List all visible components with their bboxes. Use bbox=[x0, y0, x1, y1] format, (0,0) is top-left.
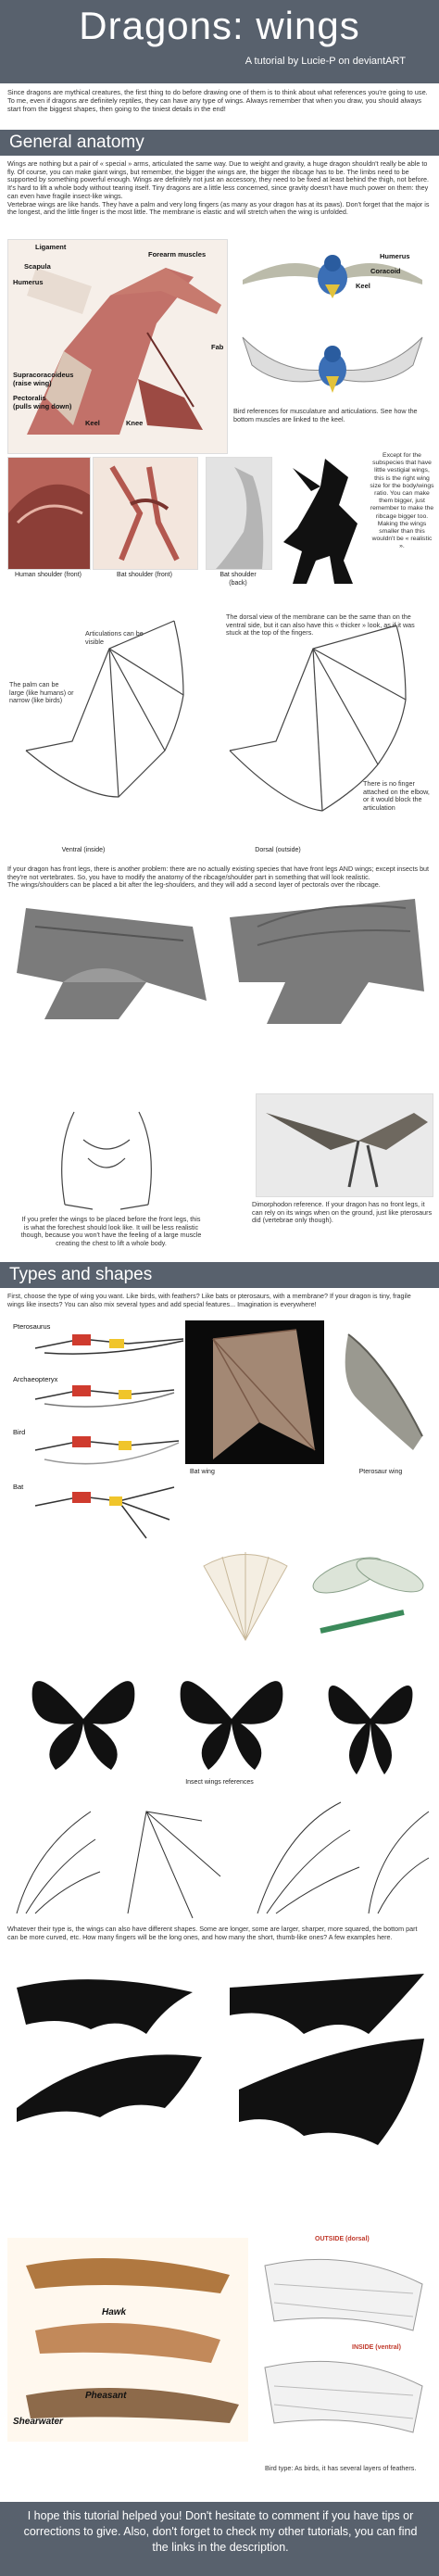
front-legs-text: If your dragon has front legs, there is another problem: there are no actually existing species that have front legs AND wings; except insects but they're not vertebrates. So, you have to modify the anatomy of the ribcage/shoulder part in something that will look realistic. The wings/shoulders can be placed a bit after the leg-shoulders, and they will add a second layer of pectorals over the ribcage. bbox=[7, 865, 430, 890]
dragon-silhouette-image bbox=[274, 449, 367, 588]
section-title-anatomy: General anatomy bbox=[9, 133, 144, 152]
label-ligament: Ligament bbox=[35, 243, 67, 251]
wing-skeleton-sketches bbox=[7, 612, 433, 871]
page-subtitle: A tutorial by Lucie-P on deviantART bbox=[245, 56, 406, 67]
human-shoulder-image bbox=[7, 457, 91, 570]
pterosaur-wing-image bbox=[330, 1325, 432, 1464]
bird-skeleton-bottom-image bbox=[233, 319, 432, 402]
grey-dragon-dorsal-image bbox=[220, 890, 433, 1029]
bat-wing-image bbox=[185, 1320, 324, 1464]
dorsal-note: The dorsal view of the membrane can be the same than on the ventral side, but it can also have this « thicker » look, as if it was stuck at the top of the fingers. bbox=[226, 612, 415, 638]
anatomy-intro: Wings are nothing but a pair of « special » arms, articulated the same way. Due to weight and gravity, a huge dragon shouldn't really be able to fly. Of course, you can make giant wings, but remember, the bigger the wings are, the bigger the ribcage has to be. The limbs need to be supported by something powerful enough. Wings are definitely not just an accessory, they need to be fixed at least behind the thigh, not before. It's hard to lift a whole body without tearing itself. Tiny dragons are a little less concerned, since gravity doesn't have much power on them: they can even have fragile insect-like wings. Vertebrae wings are like hands. They have a palm and very long fingers (as many as your dragon has at its paws). Don't forget that the major is the longest, and the little finger is the most little. The membrane is elastic and will stretch when the wing is unfolded. bbox=[7, 159, 430, 217]
dimorphodon-image bbox=[256, 1093, 433, 1197]
pterosaur-wing-caption: Pterosaur wing bbox=[358, 1469, 403, 1475]
comparison-label-bat: Bat bbox=[13, 1483, 24, 1491]
section-banner-types bbox=[0, 1262, 439, 1288]
bat-shoulder-front-image bbox=[93, 457, 198, 570]
feather-fan-image bbox=[194, 1538, 296, 1649]
feather-label-outside: OUTSIDE (dorsal) bbox=[315, 2236, 370, 2242]
comparison-label-bird: Bird bbox=[13, 1428, 26, 1436]
no-finger-note: There is no finger attached on the elbow, or it would block the articulation bbox=[363, 779, 430, 813]
feather-caption: Bird type: As birds, it has several layers of feathers. bbox=[265, 2464, 417, 2472]
palm-note: The palm can be large (like humans) or narrow (like birds) bbox=[9, 680, 74, 705]
comparison-label-pterosaurus: Pterosaurus bbox=[13, 1322, 51, 1331]
label-forearm-muscles: Forearm muscles bbox=[148, 250, 207, 259]
dragonfly-image bbox=[302, 1538, 432, 1649]
wing-shape-sketches bbox=[7, 1793, 433, 1923]
dimorphodon-caption: Dimorphodon reference. If your dragon has no front legs, it can rely on its wings when on the ground, just like pterosaurs did (vertebrae only though). bbox=[252, 1200, 433, 1225]
intro-text: Since dragons are mythical creatures, the first thing to do before drawing one of them is to think about what references you're going to use. To me, even if dragons are definitely reptiles, they can have any type of wings. Always remember that when you draw, you should always start from the biggest shapes, then going to the tiniest details in the end! bbox=[7, 88, 428, 113]
butterfly-silhouettes bbox=[19, 1663, 426, 1774]
grey-dragon-ventral-image bbox=[7, 890, 217, 1029]
label-keel: Keel bbox=[85, 419, 100, 427]
bird-label-shearwater: Shearwater bbox=[13, 2417, 63, 2427]
wing-shape-silhouettes bbox=[7, 1951, 433, 2154]
shapes-text: Whatever their type is, the wings can also have different shapes. Some are longer, some are larger, sharper, more squared, the bottom part can be more curved, etc. How many fingers will be the long ones, and how many the short, thumb-like ones? A few examples here. bbox=[7, 1925, 418, 1941]
label-fab: Fab bbox=[211, 343, 224, 351]
bird-caption: Bird references for musculature and articulations. See how the bottom muscles are linked to the keel. bbox=[233, 407, 418, 423]
wing-comparison-image bbox=[7, 1320, 193, 1543]
bat-wing-caption: Bat wing bbox=[190, 1469, 215, 1475]
human-shoulder-caption: Human shoulder (front) bbox=[15, 572, 82, 578]
bird-label-coracoid: Coracoid bbox=[370, 267, 401, 275]
chest-sketch-image bbox=[37, 1103, 176, 1214]
front-legs-caption: If you prefer the wings to be placed before the front legs, this is what the forechest should look like. It will be less realistic though, because you won't have the feeling of a large muscle creating the chest to lift a whole body. bbox=[20, 1215, 202, 1248]
comparison-label-archaeopteryx: Archaeopteryx bbox=[13, 1375, 58, 1383]
articulations-note: Articulations can be visible bbox=[85, 629, 144, 646]
section-banner-anatomy bbox=[0, 130, 439, 156]
label-knee: Knee bbox=[126, 419, 144, 427]
insect-wings-caption: Insect wings references bbox=[185, 1779, 254, 1786]
bird-wings-image bbox=[7, 2238, 248, 2442]
bird-label-pheasant: Pheasant bbox=[85, 2391, 127, 2401]
label-supracoracoideus: Supracoracoideus (raise wing) bbox=[13, 371, 74, 387]
page-title: Dragons: wings bbox=[79, 4, 360, 47]
wing-size-note: Except for the subspecies that have little vestigial wings, this is the right wing size for the body/wings ratio. You can make them bigger, just remember to make the ribcage bigger too. Making the wings smaller than this wouldn't be « realistic ». bbox=[370, 452, 434, 550]
muscle-anatomy-image bbox=[7, 239, 228, 454]
bat-shoulder-front-caption: Bat shoulder (front) bbox=[117, 572, 172, 578]
types-intro: First, choose the type of wing you want. Like birds, with feathers? Like bats or pterosaurs, with a membrane? If your dragon is tiny, fragile wings like insects? You can also mix several types and add special features... Imagination is everywhere! bbox=[7, 1292, 411, 1308]
dorsal-label: Dorsal (outside) bbox=[255, 847, 301, 853]
bat-shoulder-back-caption: Bat shoulder (back) bbox=[220, 572, 257, 587]
feather-layers-image bbox=[256, 2238, 432, 2460]
bat-shoulder-back-image bbox=[206, 457, 272, 570]
section-title-types: Types and shapes bbox=[9, 1265, 153, 1284]
label-scapula: Scapula bbox=[24, 262, 51, 271]
ventral-label: Ventral (inside) bbox=[61, 847, 106, 853]
bird-label-hawk: Hawk bbox=[102, 2307, 127, 2317]
bird-label-keel: Keel bbox=[356, 282, 370, 290]
label-pectoralis: Pectoralis (pulls wing down) bbox=[13, 394, 72, 410]
bird-label-humerus: Humerus bbox=[380, 252, 410, 260]
label-humerus: Humerus bbox=[13, 278, 44, 286]
footer-text: I hope this tutorial helped you! Don't hesitate to comment if you have tips or corrections to give. Also, don't forget to check my other tutorials, you can find the links in the description. bbox=[23, 2509, 418, 2554]
feather-label-inside: INSIDE (ventral) bbox=[352, 2344, 401, 2351]
